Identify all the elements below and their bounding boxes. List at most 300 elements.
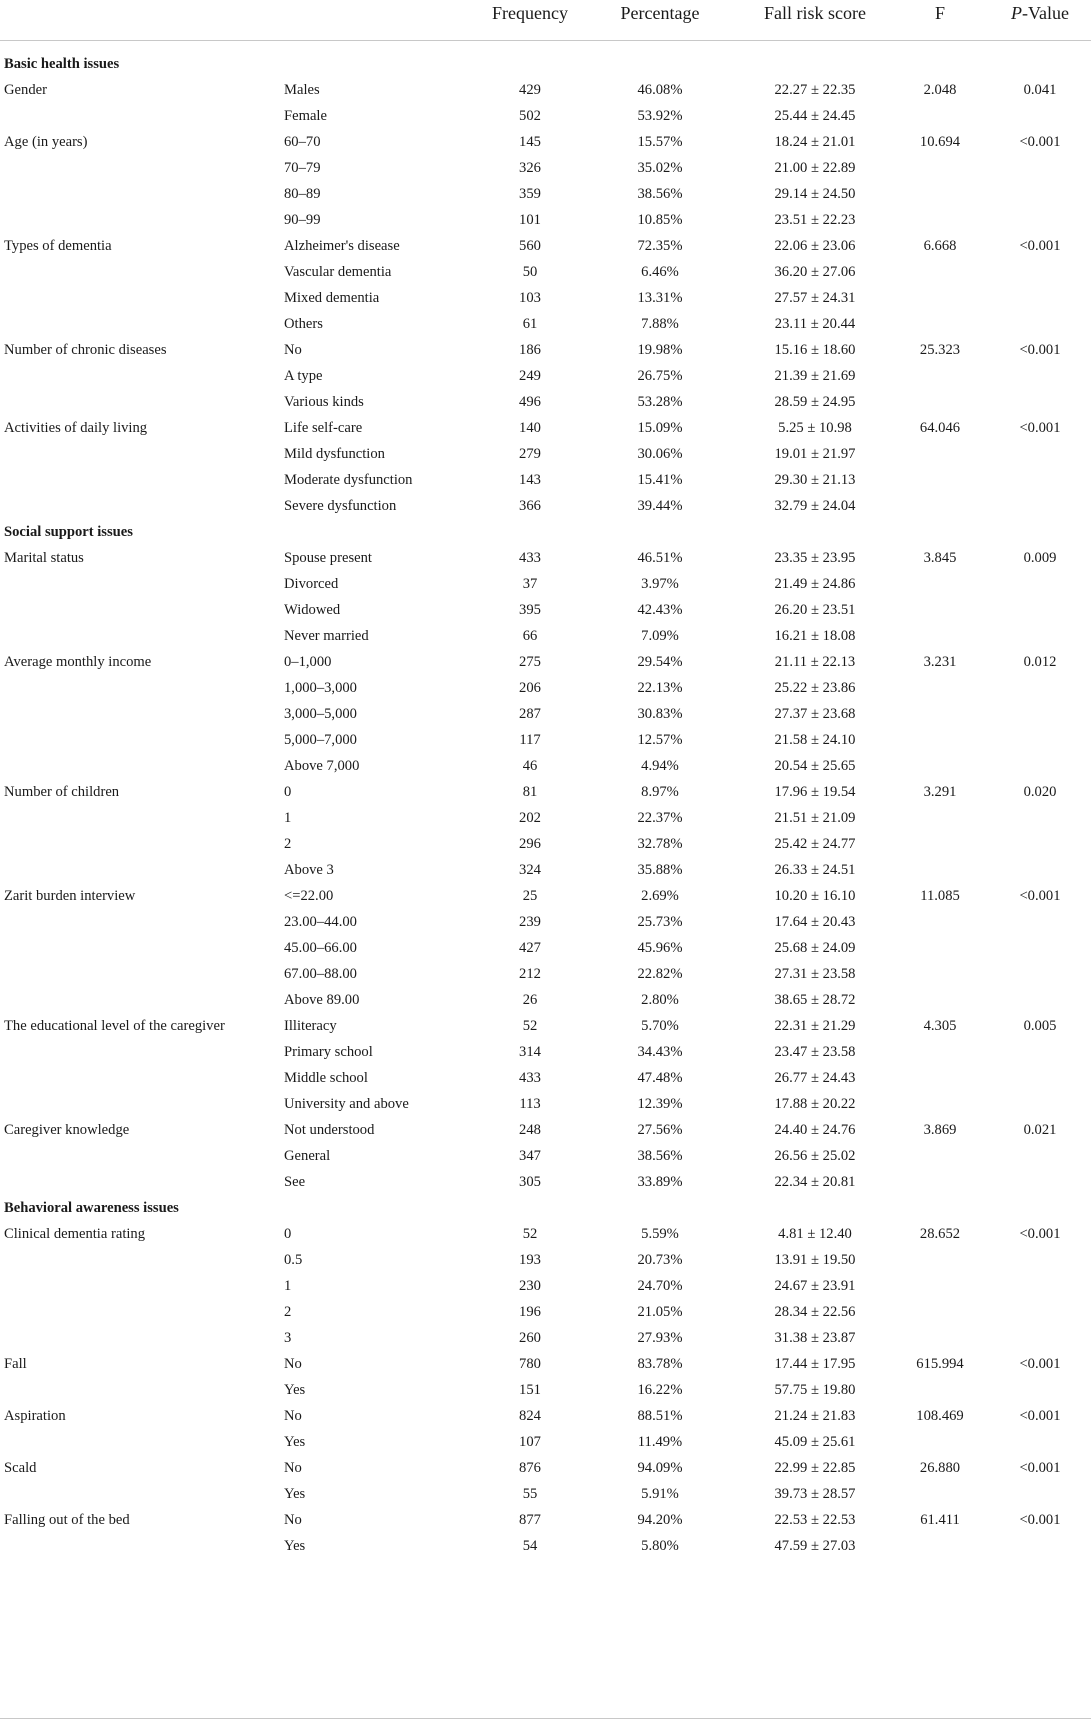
frequency-cell: 249 xyxy=(519,368,541,384)
category-cell: No xyxy=(284,1408,302,1424)
table-row xyxy=(0,77,1091,103)
fall-risk-score-cell: 21.49 ± 24.86 xyxy=(774,576,856,592)
category-cell: 3,000–5,000 xyxy=(284,706,357,722)
f-statistic-cell: 3.869 xyxy=(923,1122,957,1138)
percentage-cell: 88.51% xyxy=(637,1408,683,1424)
section-header-row xyxy=(0,51,1091,77)
category-cell: Illiteracy xyxy=(284,1018,337,1034)
frequency-cell: 496 xyxy=(519,394,541,410)
frequency-cell: 196 xyxy=(519,1304,541,1320)
percentage-cell: 21.05% xyxy=(637,1304,683,1320)
table-row xyxy=(0,675,1091,701)
category-cell: 1 xyxy=(284,810,292,826)
fall-risk-score-cell: 13.91 ± 19.50 xyxy=(774,1252,856,1268)
percentage-cell: 4.94% xyxy=(641,758,679,774)
fall-risk-score-cell: 17.64 ± 20.43 xyxy=(774,914,856,930)
table-row xyxy=(0,337,1091,363)
percentage-cell: 24.70% xyxy=(637,1278,683,1294)
table-row xyxy=(0,467,1091,493)
fall-risk-score-cell: 15.16 ± 18.60 xyxy=(774,342,856,358)
category-cell: A type xyxy=(284,368,323,384)
fall-risk-score-cell: 21.11 ± 22.13 xyxy=(774,654,856,670)
frequency-cell: 140 xyxy=(519,420,541,436)
percentage-cell: 10.85% xyxy=(637,212,683,228)
table-row xyxy=(0,1169,1091,1195)
frequency-cell: 145 xyxy=(519,134,541,150)
category-cell: Others xyxy=(284,316,323,332)
fall-risk-score-cell: 39.73 ± 28.57 xyxy=(774,1486,856,1502)
frequency-cell: 429 xyxy=(519,82,541,98)
frequency-cell: 260 xyxy=(519,1330,541,1346)
percentage-cell: 12.39% xyxy=(637,1096,683,1112)
category-cell: 0–1,000 xyxy=(284,654,332,670)
category-cell: Yes xyxy=(284,1486,306,1502)
frequency-cell: 55 xyxy=(522,1486,538,1502)
frequency-cell: 50 xyxy=(522,264,538,280)
table-row xyxy=(0,571,1091,597)
frequency-cell: 502 xyxy=(519,108,541,124)
category-cell: Yes xyxy=(284,1434,306,1450)
percentage-cell: 19.98% xyxy=(637,342,683,358)
fall-risk-score-cell: 18.24 ± 21.01 xyxy=(774,134,856,150)
fall-risk-score-cell: 25.68 ± 24.09 xyxy=(774,940,856,956)
category-cell: Not understood xyxy=(284,1122,375,1138)
category-cell: 2 xyxy=(284,1304,292,1320)
table-row xyxy=(0,1533,1091,1559)
table-row xyxy=(0,1403,1091,1429)
header-percentage: Percentage xyxy=(620,3,700,23)
table-row xyxy=(0,649,1091,675)
fall-risk-score-cell: 26.77 ± 24.43 xyxy=(774,1070,856,1086)
category-cell: Never married xyxy=(284,628,369,644)
variable-cell: Gender xyxy=(4,82,47,98)
fall-risk-score-cell: 19.01 ± 21.97 xyxy=(774,446,856,462)
frequency-cell: 395 xyxy=(519,602,541,618)
f-statistic-cell: 11.085 xyxy=(920,888,960,904)
variable-cell: Zarit burden interview xyxy=(4,888,136,904)
fall-risk-score-cell: 27.31 ± 23.58 xyxy=(774,966,856,982)
p-value-cell: 0.021 xyxy=(1023,1122,1057,1138)
table-row xyxy=(0,883,1091,909)
table-row xyxy=(0,857,1091,883)
table-row xyxy=(0,1247,1091,1273)
category-cell: Alzheimer's disease xyxy=(284,238,400,254)
f-statistic-cell: 3.845 xyxy=(923,550,957,566)
category-cell: Mild dysfunction xyxy=(284,446,385,462)
frequency-cell: 212 xyxy=(519,966,541,982)
percentage-cell: 22.13% xyxy=(637,680,683,696)
table-row xyxy=(0,597,1091,623)
percentage-cell: 94.09% xyxy=(637,1460,683,1476)
section-label: Social support issues xyxy=(4,524,133,540)
table-row xyxy=(0,207,1091,233)
table-bottom-rule xyxy=(0,1718,1091,1719)
section-header-row xyxy=(0,519,1091,545)
p-value-cell: 0.020 xyxy=(1023,784,1057,800)
frequency-cell: 117 xyxy=(519,732,541,748)
percentage-cell: 12.57% xyxy=(637,732,683,748)
f-statistic-cell: 2.048 xyxy=(923,82,957,98)
percentage-cell: 11.49% xyxy=(637,1434,683,1450)
fall-risk-score-cell: 17.96 ± 19.54 xyxy=(774,784,856,800)
category-cell: Above 3 xyxy=(284,862,334,878)
category-cell: 60–70 xyxy=(284,134,321,150)
percentage-cell: 7.09% xyxy=(641,628,679,644)
category-cell: Moderate dysfunction xyxy=(284,472,413,488)
fall-risk-score-cell: 26.20 ± 23.51 xyxy=(774,602,856,618)
fall-risk-score-cell: 27.37 ± 23.68 xyxy=(774,706,856,722)
frequency-cell: 46 xyxy=(522,758,538,774)
header-fall-risk-score: Fall risk score xyxy=(764,3,866,23)
frequency-cell: 113 xyxy=(519,1096,541,1112)
category-cell: General xyxy=(284,1148,331,1164)
fall-risk-score-cell: 4.81 ± 12.40 xyxy=(778,1226,852,1242)
category-cell: 0 xyxy=(284,784,292,800)
fall-risk-score-cell: 22.31 ± 21.29 xyxy=(774,1018,856,1034)
p-value-cell: <0.001 xyxy=(1019,342,1061,358)
f-statistic-cell: 4.305 xyxy=(923,1018,957,1034)
table-row xyxy=(0,1429,1091,1455)
category-cell: Female xyxy=(284,108,327,124)
percentage-cell: 3.97% xyxy=(641,576,679,592)
frequency-cell: 326 xyxy=(519,160,541,176)
fall-risk-score-cell: 21.24 ± 21.83 xyxy=(774,1408,856,1424)
header-p-italic: P xyxy=(1011,3,1022,23)
fall-risk-score-cell: 23.51 ± 22.23 xyxy=(774,212,856,228)
category-cell: Above 89.00 xyxy=(284,992,360,1008)
percentage-cell: 42.43% xyxy=(637,602,683,618)
table-row xyxy=(0,987,1091,1013)
percentage-cell: 15.41% xyxy=(637,472,683,488)
percentage-cell: 15.57% xyxy=(637,134,683,150)
percentage-cell: 38.56% xyxy=(637,1148,683,1164)
fall-risk-score-cell: 21.00 ± 22.89 xyxy=(774,160,856,176)
category-cell: University and above xyxy=(284,1096,409,1112)
frequency-cell: 54 xyxy=(522,1538,538,1554)
fall-risk-score-cell: 22.06 ± 23.06 xyxy=(774,238,856,254)
percentage-cell: 35.02% xyxy=(637,160,683,176)
fall-risk-score-cell: 23.11 ± 20.44 xyxy=(774,316,856,332)
f-statistic-cell: 28.652 xyxy=(919,1226,961,1242)
p-value-cell: <0.001 xyxy=(1019,238,1061,254)
p-value-cell: 0.041 xyxy=(1023,82,1057,98)
percentage-cell: 25.73% xyxy=(637,914,683,930)
fall-risk-score-cell: 23.47 ± 23.58 xyxy=(774,1044,856,1060)
category-cell: Severe dysfunction xyxy=(284,498,397,514)
fall-risk-score-cell: 25.22 ± 23.86 xyxy=(774,680,856,696)
p-value-cell: <0.001 xyxy=(1019,134,1061,150)
frequency-cell: 780 xyxy=(519,1356,541,1372)
p-value-cell: <0.001 xyxy=(1019,888,1061,904)
header-f: F xyxy=(934,3,945,23)
percentage-cell: 13.31% xyxy=(637,290,683,306)
percentage-cell: 5.70% xyxy=(641,1018,679,1034)
fall-risk-score-cell: 29.30 ± 21.13 xyxy=(774,472,856,488)
percentage-cell: 47.48% xyxy=(637,1070,683,1086)
variable-cell: Marital status xyxy=(4,550,84,566)
frequency-cell: 202 xyxy=(519,810,541,826)
category-cell: Middle school xyxy=(284,1070,368,1086)
table-row xyxy=(0,753,1091,779)
category-cell: Vascular dementia xyxy=(284,264,392,280)
variable-cell: Activities of daily living xyxy=(4,420,148,436)
fall-risk-score-cell: 16.21 ± 18.08 xyxy=(774,628,856,644)
fall-risk-score-cell: 26.56 ± 25.02 xyxy=(774,1148,856,1164)
percentage-cell: 15.09% xyxy=(637,420,683,436)
fall-risk-score-cell: 5.25 ± 10.98 xyxy=(778,420,852,436)
f-statistic-cell: 25.323 xyxy=(919,342,961,358)
table-row xyxy=(0,389,1091,415)
percentage-cell: 27.93% xyxy=(637,1330,683,1346)
fall-risk-score-cell: 10.20 ± 16.10 xyxy=(774,888,856,904)
percentage-cell: 46.08% xyxy=(637,82,683,98)
frequency-cell: 876 xyxy=(519,1460,541,1476)
f-statistic-cell: 26.880 xyxy=(919,1460,961,1476)
p-value-cell: 0.009 xyxy=(1023,550,1057,566)
header-p-suffix: -Value xyxy=(1022,3,1069,23)
percentage-cell: 6.46% xyxy=(641,264,679,280)
table-row xyxy=(0,805,1091,831)
variable-cell: Number of chronic diseases xyxy=(4,342,167,358)
percentage-cell: 2.80% xyxy=(641,992,679,1008)
table-row xyxy=(0,1091,1091,1117)
frequency-cell: 37 xyxy=(522,576,538,592)
frequency-cell: 275 xyxy=(519,654,541,670)
table-row xyxy=(0,1377,1091,1403)
fall-risk-score-cell: 29.14 ± 24.50 xyxy=(774,186,856,202)
percentage-cell: 34.43% xyxy=(637,1044,683,1060)
table-row xyxy=(0,1325,1091,1351)
frequency-cell: 324 xyxy=(519,862,541,878)
p-value-cell: <0.001 xyxy=(1019,1512,1061,1528)
percentage-cell: 94.20% xyxy=(637,1512,683,1528)
frequency-cell: 877 xyxy=(519,1512,541,1528)
percentage-cell: 8.97% xyxy=(641,784,679,800)
fall-risk-score-cell: 36.20 ± 27.06 xyxy=(774,264,856,280)
table-row xyxy=(0,623,1091,649)
variable-cell: Age (in years) xyxy=(4,134,88,150)
f-statistic-cell: 61.411 xyxy=(920,1512,960,1528)
table-row xyxy=(0,1065,1091,1091)
frequency-cell: 359 xyxy=(519,186,541,202)
f-statistic-cell: 108.469 xyxy=(916,1408,964,1424)
frequency-cell: 305 xyxy=(519,1174,541,1190)
fall-risk-score-cell: 47.59 ± 27.03 xyxy=(774,1538,856,1554)
percentage-cell: 22.37% xyxy=(637,810,683,826)
category-cell: Divorced xyxy=(284,576,339,592)
category-cell: 90–99 xyxy=(284,212,321,228)
frequency-cell: 103 xyxy=(519,290,541,306)
fall-risk-score-cell: 22.27 ± 22.35 xyxy=(774,82,856,98)
category-cell: 1 xyxy=(284,1278,292,1294)
percentage-cell: 22.82% xyxy=(637,966,683,982)
f-statistic-cell: 615.994 xyxy=(916,1356,964,1372)
category-cell: No xyxy=(284,1460,302,1476)
percentage-cell: 53.92% xyxy=(637,108,683,124)
f-statistic-cell: 3.291 xyxy=(923,784,957,800)
section-header-row xyxy=(0,1195,1091,1221)
p-value-cell: 0.012 xyxy=(1023,654,1057,670)
frequency-cell: 248 xyxy=(519,1122,541,1138)
fall-risk-score-cell: 22.99 ± 22.85 xyxy=(774,1460,856,1476)
category-cell: 3 xyxy=(284,1330,292,1346)
category-cell: 2 xyxy=(284,836,292,852)
frequency-cell: 366 xyxy=(519,498,541,514)
table-row xyxy=(0,103,1091,129)
frequency-cell: 206 xyxy=(519,680,541,696)
category-cell: 45.00–66.00 xyxy=(284,940,357,956)
table-row xyxy=(0,363,1091,389)
p-value-cell: <0.001 xyxy=(1019,420,1061,436)
frequency-cell: 26 xyxy=(522,992,538,1008)
category-cell: Spouse present xyxy=(284,550,372,566)
category-cell: No xyxy=(284,1356,302,1372)
category-cell: 0 xyxy=(284,1226,292,1242)
category-cell: Mixed dementia xyxy=(284,290,380,306)
frequency-cell: 427 xyxy=(519,940,541,956)
fall-risk-score-cell: 27.57 ± 24.31 xyxy=(774,290,856,306)
fall-risk-score-cell: 25.42 ± 24.77 xyxy=(774,836,856,852)
fall-risk-score-cell: 32.79 ± 24.04 xyxy=(774,498,856,514)
category-cell: Various kinds xyxy=(284,394,364,410)
table-row xyxy=(0,493,1091,519)
fall-risk-score-cell: 24.40 ± 24.76 xyxy=(774,1122,856,1138)
table-header xyxy=(0,0,1091,41)
percentage-cell: 38.56% xyxy=(637,186,683,202)
frequency-cell: 433 xyxy=(519,1070,541,1086)
percentage-cell: 27.56% xyxy=(637,1122,683,1138)
fall-risk-score-cell: 21.51 ± 21.09 xyxy=(774,810,856,826)
category-cell: 0.5 xyxy=(284,1252,303,1268)
frequency-cell: 81 xyxy=(522,784,538,800)
percentage-cell: 7.88% xyxy=(641,316,679,332)
p-value-cell: <0.001 xyxy=(1019,1356,1061,1372)
percentage-cell: 35.88% xyxy=(637,862,683,878)
table-row xyxy=(0,727,1091,753)
category-cell: Males xyxy=(284,82,320,98)
frequency-cell: 314 xyxy=(519,1044,541,1060)
category-cell: 70–79 xyxy=(284,160,321,176)
category-cell: Yes xyxy=(284,1538,306,1554)
f-statistic-cell: 64.046 xyxy=(919,420,961,436)
percentage-cell: 83.78% xyxy=(637,1356,683,1372)
percentage-cell: 2.69% xyxy=(641,888,679,904)
fall-risk-score-cell: 22.53 ± 22.53 xyxy=(774,1512,856,1528)
frequency-cell: 193 xyxy=(519,1252,541,1268)
fall-risk-score-cell: 17.88 ± 20.22 xyxy=(774,1096,856,1112)
variable-cell: Aspiration xyxy=(4,1408,66,1424)
percentage-cell: 53.28% xyxy=(637,394,683,410)
f-statistic-cell: 10.694 xyxy=(919,134,961,150)
category-cell: No xyxy=(284,1512,302,1528)
table-row xyxy=(0,1117,1091,1143)
variable-cell: Falling out of the bed xyxy=(4,1512,130,1528)
table-row xyxy=(0,129,1091,155)
frequency-cell: 239 xyxy=(519,914,541,930)
table-row xyxy=(0,935,1091,961)
fall-risk-score-cell: 23.35 ± 23.95 xyxy=(774,550,856,566)
fall-risk-score-cell: 45.09 ± 25.61 xyxy=(774,1434,856,1450)
p-value-cell: <0.001 xyxy=(1019,1408,1061,1424)
fall-risk-score-cell: 21.39 ± 21.69 xyxy=(774,368,856,384)
frequency-cell: 52 xyxy=(522,1226,538,1242)
table-row xyxy=(0,1299,1091,1325)
section-label: Basic health issues xyxy=(4,56,120,72)
fall-risk-score-cell: 21.58 ± 24.10 xyxy=(774,732,856,748)
table-row xyxy=(0,415,1091,441)
fall-risk-score-cell: 57.75 ± 19.80 xyxy=(774,1382,856,1398)
frequency-cell: 186 xyxy=(519,342,541,358)
frequency-cell: 143 xyxy=(519,472,541,488)
table-row xyxy=(0,1143,1091,1169)
table-row xyxy=(0,311,1091,337)
variable-cell: The educational level of the caregiver xyxy=(4,1018,225,1034)
variable-cell: Number of children xyxy=(4,784,120,800)
fall-risk-score-cell: 20.54 ± 25.65 xyxy=(774,758,856,774)
table-row xyxy=(0,285,1091,311)
category-cell: Above 7,000 xyxy=(284,758,360,774)
table-row xyxy=(0,779,1091,805)
frequency-cell: 824 xyxy=(519,1408,541,1424)
percentage-cell: 5.59% xyxy=(641,1226,679,1242)
category-cell: See xyxy=(284,1174,306,1190)
fall-risk-score-cell: 24.67 ± 23.91 xyxy=(774,1278,856,1294)
frequency-cell: 560 xyxy=(519,238,541,254)
table-row xyxy=(0,961,1091,987)
frequency-cell: 279 xyxy=(519,446,541,462)
frequency-cell: 230 xyxy=(519,1278,541,1294)
table-row xyxy=(0,441,1091,467)
table-row xyxy=(0,545,1091,571)
variable-cell: Average monthly income xyxy=(4,654,152,670)
fall-risk-score-cell: 17.44 ± 17.95 xyxy=(774,1356,856,1372)
category-cell: 67.00–88.00 xyxy=(284,966,357,982)
p-value-cell: 0.005 xyxy=(1023,1018,1057,1034)
percentage-cell: 5.91% xyxy=(641,1486,679,1502)
p-value-cell: <0.001 xyxy=(1019,1460,1061,1476)
frequency-cell: 433 xyxy=(519,550,541,566)
header-frequency: Frequency xyxy=(492,3,568,23)
category-cell: 80–89 xyxy=(284,186,321,202)
category-cell: Widowed xyxy=(284,602,341,618)
fall-risk-score-cell: 28.59 ± 24.95 xyxy=(774,394,856,410)
table-row xyxy=(0,1481,1091,1507)
header-p-value xyxy=(990,0,1090,26)
percentage-cell: 30.06% xyxy=(637,446,683,462)
table-row xyxy=(0,259,1091,285)
frequency-cell: 25 xyxy=(522,888,538,904)
percentage-cell: 32.78% xyxy=(637,836,683,852)
percentage-cell: 33.89% xyxy=(637,1174,683,1190)
frequency-cell: 61 xyxy=(522,316,538,332)
category-cell: Yes xyxy=(284,1382,306,1398)
variable-cell: Clinical dementia rating xyxy=(4,1226,146,1242)
percentage-cell: 20.73% xyxy=(637,1252,683,1268)
frequency-cell: 296 xyxy=(519,836,541,852)
section-label: Behavioral awareness issues xyxy=(4,1200,179,1216)
f-statistic-cell: 6.668 xyxy=(923,238,957,254)
table-row xyxy=(0,1273,1091,1299)
percentage-cell: 26.75% xyxy=(637,368,683,384)
variable-cell: Fall xyxy=(4,1356,27,1372)
frequency-cell: 287 xyxy=(519,706,541,722)
category-cell: <=22.00 xyxy=(284,888,334,904)
fall-risk-score-cell: 25.44 ± 24.45 xyxy=(774,108,856,124)
p-value-cell: <0.001 xyxy=(1019,1226,1061,1242)
table-row xyxy=(0,1351,1091,1377)
category-cell: Life self-care xyxy=(284,420,363,436)
table-body xyxy=(0,51,1091,1559)
